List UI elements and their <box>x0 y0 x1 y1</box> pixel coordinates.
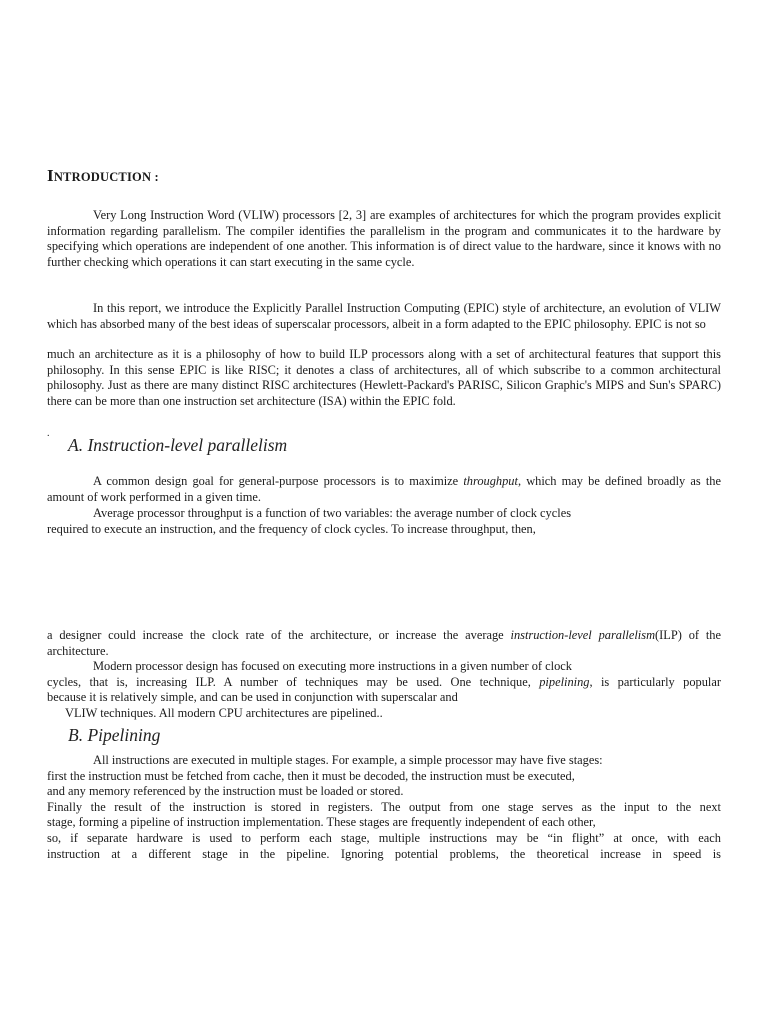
section-a-heading: A. Instruction-level parallelism <box>68 435 288 455</box>
ilp-term: instruction-level parallelism <box>510 628 656 642</box>
pipelining-term: pipelining <box>539 674 590 689</box>
stray-dot: . <box>47 428 50 439</box>
section-a-paragraph-2: Average processor throughput is a function of two variables: the average number of clock cycles required to execute an instruction, and the frequency of clock cycles. To increase throughput, then, <box>47 506 572 536</box>
intro-paragraph-1: Very Long Instruction Word (VLIW) processors [2, 3] are examples of architectures for which the program provides explicit information regarding parallelism. The compiler identifies the parallelism in the program and communicates it to the hardware by specifying which operations are independent of one another. This information is of direct value to the hardware, since it knows with no further checking which operations it can start executing in the same cycle. <box>47 208 721 269</box>
section-b-paragraph: All instructions are executed in multiple stages. For example, a simple processor may have five stages: first the instruction must be fetched from cache, then it must be decoded, the instruction must be executed, and any memory referenced by the instruction must be loaded or stored. Finally the result of the instruction is stored in registers. The output from one stage serves as the input to the next stage, forming a pipeline of instruction implementation. These stages are frequently independent of each other, so, if separate hardware is used to perform each stage, multiple instructions may be “in flight” at once, with each instruction at a different stage in the pipeline. Ignoring potential problems, the theoretical increase in speed is <box>47 753 721 861</box>
pipelining-line: cycles, that is, increasing ILP. A number of techniques may be used. One technique, pipelining, is particularly popular <box>47 674 721 689</box>
section-a-paragraph-3: a designer could increase the clock rate of the architecture, or increase the average instruction-level parallelism(ILP) of the architecture. <box>47 628 721 658</box>
introduction-heading: INTRODUCTION : <box>47 166 159 185</box>
throughput-term: throughput <box>463 474 518 488</box>
intro-paragraph-3: much an architecture as it is a philosophy of how to build ILP processors along with a set of architectural features that support this philosophy. In this sense EPIC is like RISC; it denotes a class of architectures, all of which subscribe to a common architectural philosophy. Just as there are many distinct RISC architectures (Hewlett-Packard's PARISC, Silicon Graphic's MIPS and Sun's SPARC) there can be more than one instruction set architecture (ISA) within the EPIC fold. <box>47 347 721 408</box>
section-a-paragraph-4: Modern processor design has focused on executing more instructions in a given number of clock cycles, that is, increasing ILP. A number of techniques may be used. One technique, pipelining, is particularly popular because it is relatively simple, and can be used in conjunction with superscalar and VLIW techniques. All modern CPU architectures are pipelined.. <box>47 659 721 720</box>
intro-paragraph-2: In this report, we introduce the Explicitly Parallel Instruction Computing (EPIC) style of architecture, an evolution of VLIW which has absorbed many of the best ideas of superscalar processors, albeit in a form adapted to the EPIC philosophy. EPIC is not so <box>47 301 721 331</box>
section-a-paragraph-1: A common design goal for general-purpose processors is to maximize throughput, which may be defined broadly as the amount of work performed in a given time. <box>47 474 722 504</box>
section-b-heading: B. Pipelining <box>68 725 161 745</box>
